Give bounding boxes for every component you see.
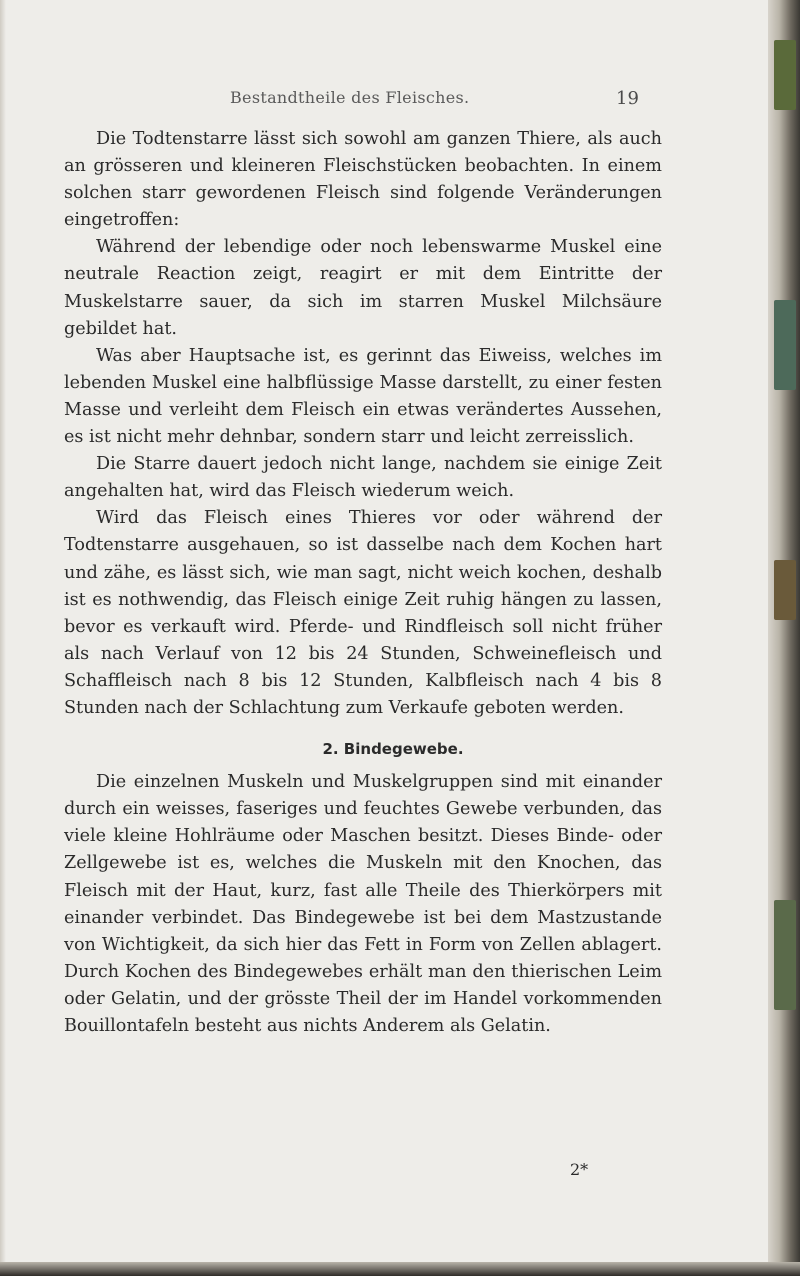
paragraph-4: Die Starre dauert jedoch nicht lange, nachdem sie einige Zeit angehalten hat, wird das Fleisch wiederum weich. [64,454,662,502]
paragraph-5: Wird das Fleisch eines Thieres vor oder während der Todtenstarre ausgehauen, so ist dasselbe nach dem Kochen hart und zähe, es lässt sich, wie man sagt, nicht weich kochen, deshalb ist es nothwendig, das Fleisch einige Zeit ruhig hängen zu lassen, bevor es verkauft wird. Pferde- und Rindfleisch soll nicht früher als nach Verlauf von 12 bis 24 Stunden, Schweinefleisch und Schaffleisch nach 8 bis 12 Stunden, Kalbfleisch nach 4 bis 8 Stunden nach der Schlachtung zum Verkaufe geboten werden. [64,508,662,718]
signature-mark: 2* [570,1160,589,1179]
section-heading: 2. Bindegewebe. [322,740,464,759]
book-spine-edge [768,0,800,1276]
page-header [0,88,768,112]
body-text [64,126,662,1040]
running-title: Bestandtheile des Fleisches. [230,88,470,107]
spine-stain [774,900,796,1010]
spine-stain [774,40,796,110]
section-paragraph-1: Die einzelnen Muskeln und Muskelgruppen sind mit einander durch ein weisses, faseriges und feuchtes Gewebe verbunden, das viele kleine Hohlräume oder Maschen besitzt. Dieses Binde- oder Zellgewebe ist es, welches die Muskeln mit den Knochen, das Fleisch mit der Haut, kurz, fast alle Theile des Thierkörpers mit einander verbindet. Das Bindegewebe ist bei dem Mastzustande von Wichtigkeit, da sich hier das Fett in Form von Zellen ablagert. Durch Kochen des Bindegewebes erhält man den thierischen Leim oder Gelatin, und der grösste Theil der im Handel vorkommenden Bouillontafeln besteht aus nichts Anderem als Gelatin. [64,772,662,1036]
page-bottom-edge [0,1262,800,1276]
paragraph-1: Die Todtenstarre lässt sich sowohl am ganzen Thiere, als auch an grösseren und kleineren Fleischstücken beobachten. In einem solchen starr gewordenen Fleisch sind folgende Veränderungen eingetroffen: [64,129,662,231]
page-left-edge [0,0,6,1276]
paragraph-3: Was aber Hauptsache ist, es gerinnt das Eiweiss, welches im lebenden Muskel eine halbflüssige Masse darstellt, zu einer festen Masse und verleiht dem Fleisch ein etwas verändertes Aussehen, es ist nicht mehr dehnbar, sondern starr und leicht zerreisslich. [64,345,662,448]
spine-stain [774,300,796,390]
spine-stain [774,560,796,620]
paragraph-2: Während der lebendige oder noch lebenswarme Muskel eine neutrale Reaction zeigt, reagirt er mit dem Eintritte der Muskelstarre sauer, da sich im starren Muskel Milchsäure gebildet hat. [64,237,662,339]
page-number: 19 [616,88,639,109]
